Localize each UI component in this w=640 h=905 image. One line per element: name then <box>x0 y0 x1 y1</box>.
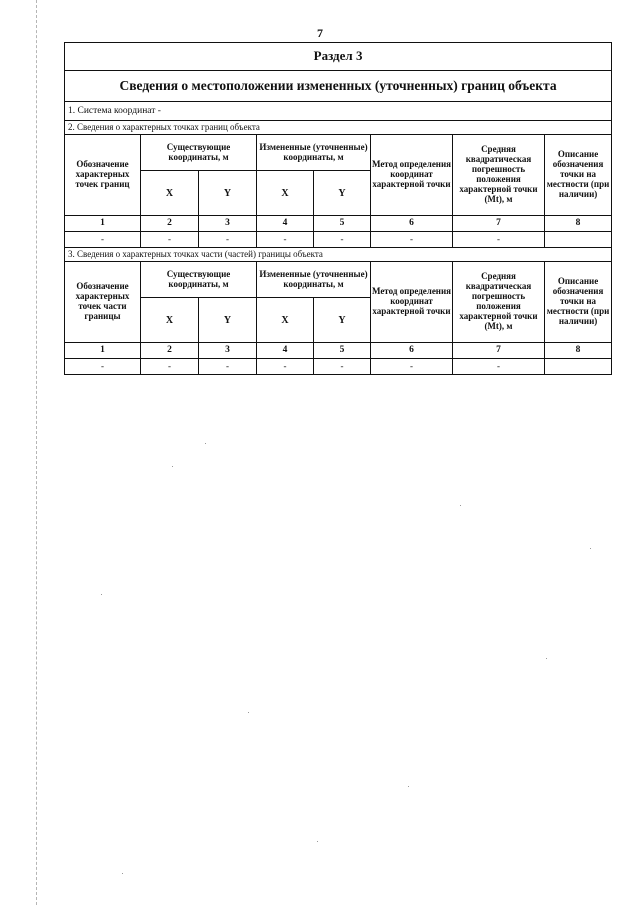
table-cell: - <box>314 359 371 375</box>
header-changed-x: X <box>257 171 314 216</box>
table-row <box>65 232 612 248</box>
header-existing-x: X <box>141 298 199 343</box>
page-number: 7 <box>317 26 323 40</box>
binding-margin-line <box>36 0 37 905</box>
column-number: 3 <box>199 216 257 232</box>
table-cell: - <box>141 359 199 375</box>
header-changed-y: Y <box>314 171 371 216</box>
header-existing-y: Y <box>199 171 257 216</box>
column-number: 5 <box>314 343 371 359</box>
column-number: 5 <box>314 216 371 232</box>
column-number: 3 <box>199 343 257 359</box>
column-number: 7 <box>453 343 545 359</box>
header-existing-x: X <box>141 171 199 216</box>
section-title: Раздел 3 <box>65 43 612 71</box>
table-cell <box>545 359 612 375</box>
table-cell: - <box>453 232 545 248</box>
column-number: 7 <box>453 216 545 232</box>
header-description: Описание обозначения точки на местности (при наличии) <box>545 135 612 216</box>
table-cell: - <box>371 232 453 248</box>
table-row <box>65 359 612 375</box>
header-changed-x: X <box>257 298 314 343</box>
column-number: 4 <box>257 343 314 359</box>
table-cell: - <box>371 359 453 375</box>
header-changed-coords: Измененные (уточненные) координаты, м <box>257 262 371 298</box>
column-number: 6 <box>371 343 453 359</box>
column-number: 4 <box>257 216 314 232</box>
table-cell: - <box>257 232 314 248</box>
section-subtitle: Сведения о местоположении измененных (уточненных) границ объекта <box>65 71 612 102</box>
header-existing-coords: Существующие координаты, м <box>141 262 257 298</box>
table-cell: - <box>453 359 545 375</box>
table-cell: - <box>65 359 141 375</box>
column-number: 2 <box>141 216 199 232</box>
header-method: Метод определения координат характерной точки <box>371 262 453 343</box>
header-error: Средняя квадратическая погрешность положения характерной точки (Mt), м <box>453 262 545 343</box>
column-numbers-row <box>65 343 612 359</box>
part-points-table-caption: 3. Сведения о характерных точках части (частей) границы объекта <box>65 248 612 262</box>
column-numbers-row <box>65 216 612 232</box>
header-existing-y: Y <box>199 298 257 343</box>
table-cell: - <box>257 359 314 375</box>
column-number: 8 <box>545 216 612 232</box>
header-existing-coords: Существующие координаты, м <box>141 135 257 171</box>
column-number: 1 <box>65 216 141 232</box>
table-cell: - <box>199 232 257 248</box>
header-changed-y: Y <box>314 298 371 343</box>
header-error: Средняя квадратическая погрешность положения характерной точки (Mt), м <box>453 135 545 216</box>
column-number: 8 <box>545 343 612 359</box>
column-number: 2 <box>141 343 199 359</box>
table-cell: - <box>314 232 371 248</box>
table-cell: - <box>65 232 141 248</box>
table-cell: - <box>199 359 257 375</box>
header-designation: Обозначение характерных точек части границы <box>65 262 141 343</box>
points-table-caption: 2. Сведения о характерных точках границ объекта <box>65 121 612 135</box>
header-method: Метод определения координат характерной точки <box>371 135 453 216</box>
header-changed-coords: Измененные (уточненные) координаты, м <box>257 135 371 171</box>
table-cell: - <box>141 232 199 248</box>
column-number: 1 <box>65 343 141 359</box>
table-cell <box>545 232 612 248</box>
column-number: 6 <box>371 216 453 232</box>
header-description: Описание обозначения точки на местности (при наличии) <box>545 262 612 343</box>
header-designation: Обозначение характерных точек границ <box>65 135 141 216</box>
coordinate-system: 1. Система координат - <box>65 102 612 121</box>
section-3-table <box>64 42 612 375</box>
